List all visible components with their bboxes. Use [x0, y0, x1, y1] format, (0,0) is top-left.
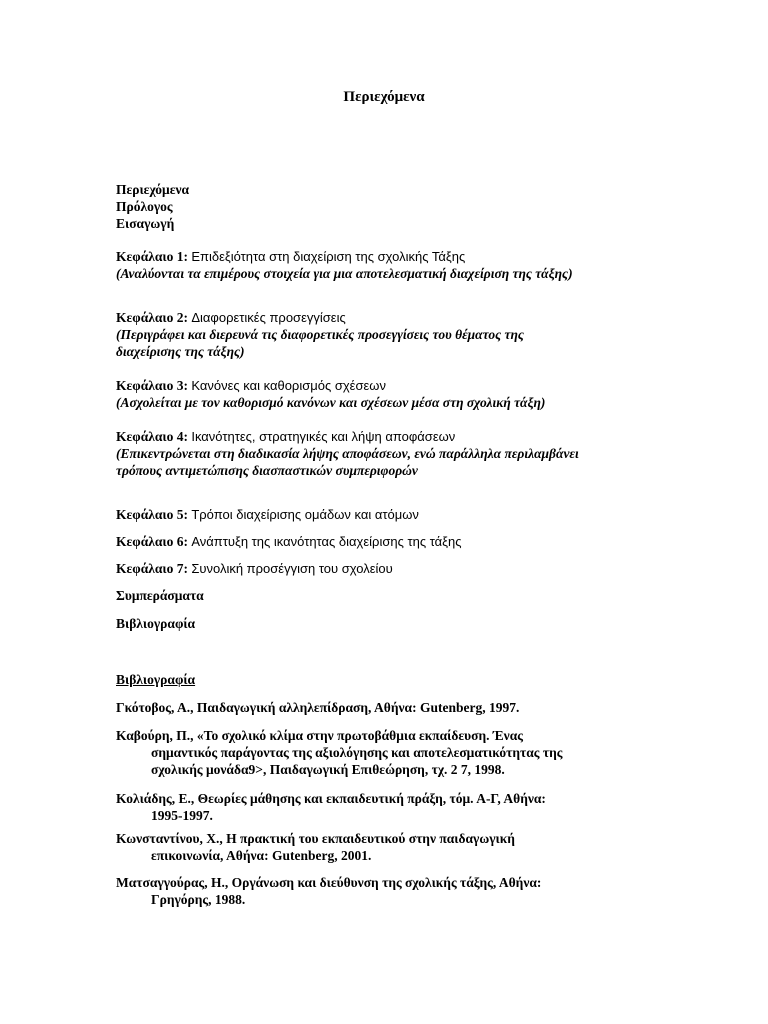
toc-item-conclusions: Συμπεράσματα	[116, 588, 204, 603]
chapter-title: Ανάπτυξη της ικανότητας διαχείρισης της τάξης	[191, 534, 462, 549]
bibliography-entry	[116, 699, 656, 716]
chapter-description: διαχείρισης της τάξης)	[116, 344, 245, 359]
toc-chapter-6	[116, 533, 676, 550]
bibliography-entry-line: Γκότοβος, Α., Παιδαγωγική αλληλεπίδραση, Αθήνα: Gutenberg, 1997.	[116, 700, 520, 715]
bibliography-entry-line: Κωνσταντίνου, Χ., Η πρακτική του εκπαιδευτικού στην παιδαγωγική	[116, 831, 515, 846]
bibliography-entry	[116, 790, 656, 824]
bibliography-entry-line: Κολιάδης, Ε., Θεωρίες μάθησης και εκπαιδευτική πράξη, τόμ. Α-Γ, Αθήνα:	[116, 791, 546, 806]
chapter-title: Συνολική προσέγγιση του σχολείου	[191, 561, 393, 576]
chapter-title: Τρόποι διαχείρισης ομάδων και ατόμων	[191, 507, 419, 522]
chapter-label: Κεφάλαιο 5:	[116, 507, 188, 522]
chapter-label: Κεφάλαιο 2:	[116, 310, 188, 325]
toc-chapter-1	[116, 248, 676, 282]
bibliography-entry-line: Καβούρη, Π., «Το σχολικό κλίμα στην πρωτοβάθμια εκπαίδευση. Ένας	[116, 728, 523, 743]
toc-item-introduction: Εισαγωγή	[116, 216, 175, 231]
bibliography-heading-block	[116, 671, 676, 688]
chapter-description: (Ασχολείται με τον καθορισμό κανόνων και σχέσεων μέσα στη σχολική τάξη)	[116, 395, 546, 410]
bibliography-entry-line: σημαντικός παράγοντας της αξιολόγησης και αποτελεσματικότητας της	[151, 745, 563, 760]
chapter-description: (Αναλύονται τα επιμέρους στοιχεία για μια αποτελεσματική διαχείριση της τάξης)	[116, 266, 573, 281]
toc-chapter-3	[116, 377, 676, 411]
chapter-description: (Επικεντρώνεται στη διαδικασία λήψης αποφάσεων, ενώ παράλληλα περιλαμβάνει	[116, 446, 579, 461]
toc-conclusions	[116, 587, 676, 604]
bibliography-entry-line: Γρηγόρης, 1988.	[151, 892, 246, 907]
page-title: Περιεχόμενα	[343, 89, 425, 105]
bibliography-heading: Βιβλιογραφία	[116, 672, 196, 687]
bibliography-entry-line: σχολικής μονάδα9>, Παιδαγωγική Επιθεώρηση, τχ. 2 7, 1998.	[151, 762, 505, 777]
bibliography-entry-line: Ματσαγγούρας, Η., Οργάνωση και διεύθυνση της σχολικής τάξης, Αθήνα:	[116, 875, 542, 890]
chapter-label: Κεφάλαιο 3:	[116, 378, 188, 393]
bibliography-entry	[116, 830, 656, 864]
chapter-title: Διαφορετικές προσεγγίσεις	[191, 310, 346, 325]
bibliography-entry	[116, 874, 656, 908]
toc-chapter-2	[116, 309, 676, 360]
bibliography-entry-line: επικοινωνία, Αθήνα: Gutenberg, 2001.	[151, 848, 372, 863]
toc-chapter-7	[116, 560, 676, 577]
chapter-label: Κεφάλαιο 7:	[116, 561, 188, 576]
toc-item-contents: Περιεχόμενα	[116, 182, 190, 197]
toc-item-bibliography: Βιβλιογραφία	[116, 616, 196, 631]
chapter-title: Κανόνες και καθορισμός σχέσεων	[191, 378, 386, 393]
toc-chapter-5	[116, 506, 676, 523]
chapter-title: Επιδεξιότητα στη διαχείριση της σχολικής Τάξης	[191, 249, 466, 264]
chapter-title: Ικανότητες, στρατηγικές και λήψη αποφάσεων	[191, 429, 456, 444]
bibliography-entry-line: 1995-1997.	[151, 808, 213, 823]
chapter-description: τρόπους αντιμετώπισης διασπαστικών συμπεριφορών	[116, 463, 418, 478]
toc-bibliography	[116, 615, 676, 632]
chapter-description: (Περιγράφει και διερευνά τις διαφορετικές προσεγγίσεις του θέματος της	[116, 327, 524, 342]
bibliography-entry	[116, 727, 656, 778]
toc-front-matter	[116, 181, 676, 232]
toc-item-preface: Πρόλογος	[116, 199, 173, 214]
chapter-label: Κεφάλαιο 4:	[116, 429, 188, 444]
toc-chapter-4	[116, 428, 676, 479]
chapter-label: Κεφάλαιο 1:	[116, 249, 188, 264]
chapter-label: Κεφάλαιο 6:	[116, 534, 188, 549]
